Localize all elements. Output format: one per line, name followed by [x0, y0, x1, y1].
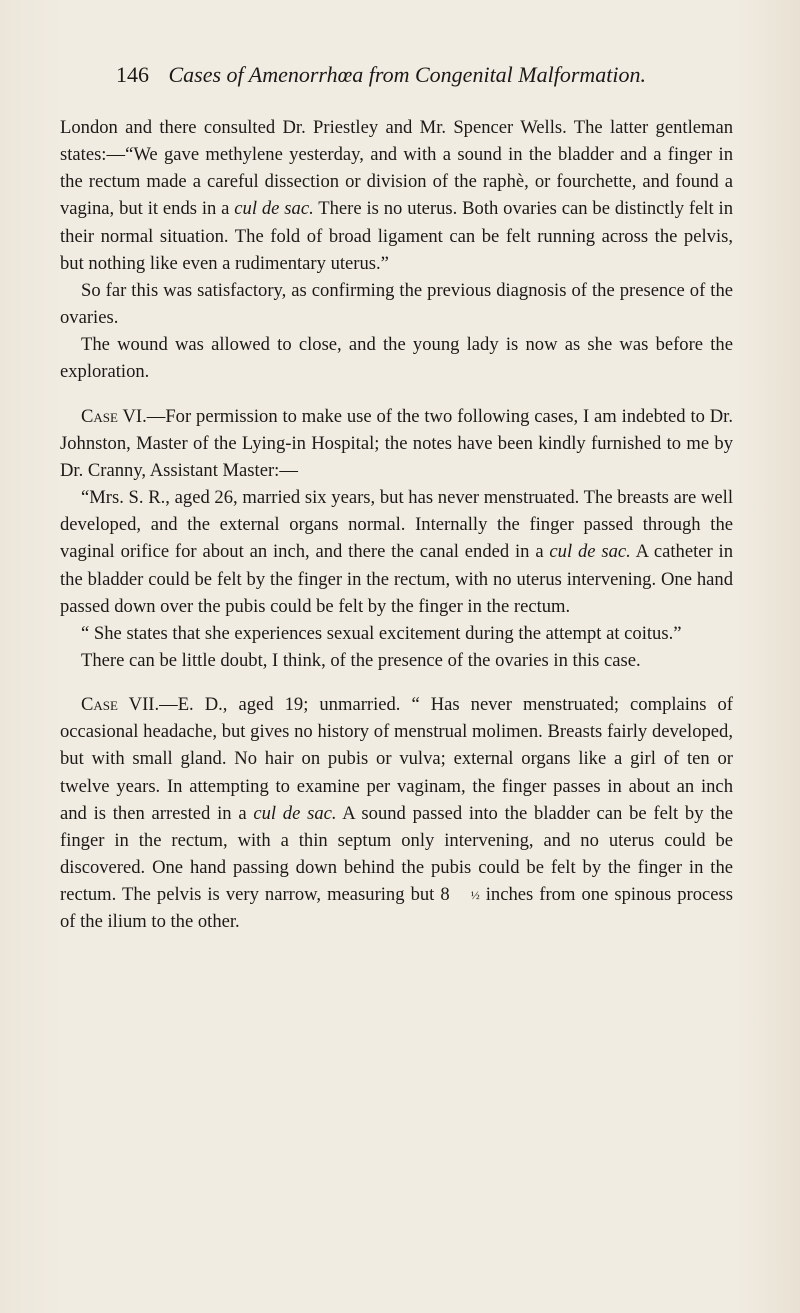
case-7-label: Case VII. — [81, 694, 160, 716]
paragraph-2: So far this was satisfactory, as confirming the previous diagnosis of the presence of the ovaries. — [60, 279, 733, 329]
paragraph-5-text-a: “Mrs. S. R., aged 26, married six years, but has never menstruated. The breasts are well developed, and the external organs normal. Internally the finger passed through the vaginal orifice for about an inch, and there the canal ended in a — [60, 487, 733, 563]
running-header — [116, 62, 646, 88]
paragraph-1 — [60, 114, 733, 277]
case-7-text-b: A sound passed into the bladder can be felt by the finger in the rectum, with a thin septum only intervening, and no uterus could be discovered. One hand passing down behind the pubis could be felt by the finger in the rectum. The pelvis is very narrow, measuring but 8 — [60, 802, 733, 906]
paragraph-7: There can be little doubt, I think, of the presence of the ovaries in this case. — [81, 649, 641, 671]
case-6-label: Case VI. — [81, 405, 147, 427]
case-7-text-a: —E. D., aged 19; unmarried. “ Has never menstruated; complains of occasional headache, but gives no history of menstrual molimen. Breasts fairly developed, but with small gland. No hair on pubis or vulva; external organs like a girl of ten or twelve years. In attempting to examine per vaginam, the finger passes in about an inch and is then arrested in a — [60, 694, 733, 824]
case-7-fraction: ½ — [470, 888, 480, 903]
case-6-text: —For permission to make use of the two following cases, I am indebted to Dr. Johnston, Master of the Lying-in Hospital; the notes have been kindly furnished to me by Dr. Cranny, Assistant Master:— — [60, 405, 733, 481]
paragraph-3: The wound was allowed to close, and the young lady is now as she was before the exploration. — [60, 334, 733, 383]
page-number: 146 — [116, 62, 149, 87]
case-6-paragraph — [60, 403, 733, 484]
body-text — [60, 114, 733, 936]
paragraph-5-text-b: A catheter in the bladder could be felt by the finger in the rectum, with no uterus intervening. One hand passed down over the pubis could be felt by the finger in the rectum. — [60, 541, 734, 617]
running-title: Cases of Amenorrhœa from Congenital Malformation. — [168, 62, 647, 87]
case-7-italic: cul de sac. — [253, 802, 337, 824]
paragraph-1-italic: cul de sac. — [234, 198, 314, 220]
case-7-paragraph — [60, 691, 733, 935]
paragraph-1-text-b: There is no uterus. Both ovaries can be distinctly felt in their normal situation. The fold of broad ligament can be felt running across the pelvis, but nothing like even a rudimentary uterus.” — [60, 198, 734, 274]
paragraph-5 — [60, 484, 733, 620]
paragraph-6: “ She states that she experiences sexual excitement during the attempt at coitus.” — [81, 622, 682, 644]
paragraph-5-italic: cul de sac. — [549, 541, 631, 563]
paragraph-1-text-a: London and there consulted Dr. Priestley and Mr. Spencer Wells. The latter gentleman states:—“We gave methylene yesterday, and with a sound in the bladder and a finger in the rectum made a careful dissection or division of the raphè, or fourchette, and found a vagina, but it ends in a — [60, 117, 733, 220]
case-7-text-c: inches from one spinous process of the ilium to the other. — [60, 884, 733, 933]
